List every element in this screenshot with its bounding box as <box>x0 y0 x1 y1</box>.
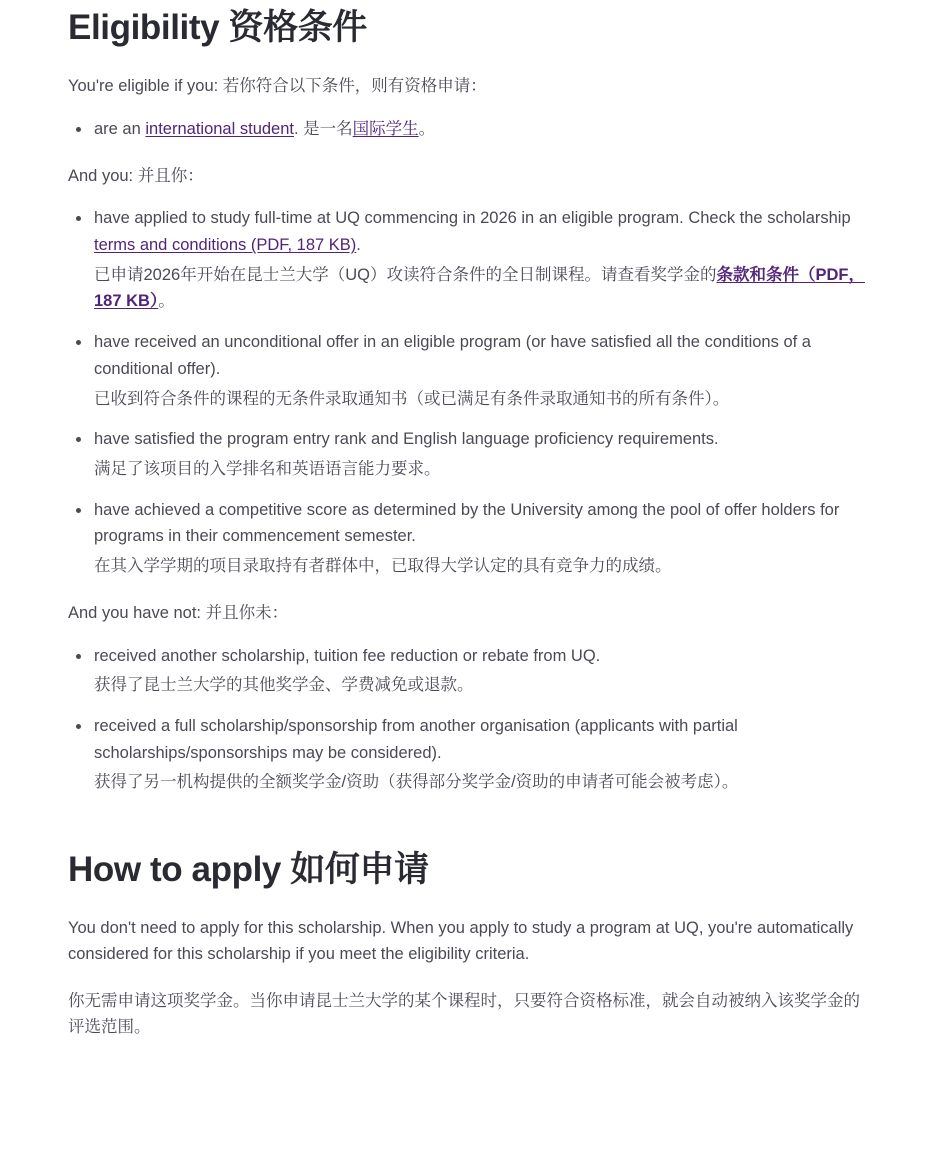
page-title-how-to-apply: How to apply 如何申请 <box>68 850 429 890</box>
international-student-link-cn[interactable]: 国际学生 <box>352 119 419 138</box>
international-student-link[interactable]: international student <box>145 119 294 138</box>
list-item <box>68 329 872 412</box>
list-item <box>68 205 872 315</box>
eligibility-and-you-have-not-heading: And you have not: 并且你未： <box>68 603 289 622</box>
list-item <box>68 497 872 580</box>
bullet-text-en-after: . 是一名 <box>293 119 353 138</box>
page-title-eligibility: Eligibility 资格条件 <box>68 8 367 47</box>
bullet-text-cn: 已收到符合条件的课程的无条件录取通知书（或已满足有条件录取通知书的所有条件）。 <box>94 389 730 408</box>
bullet-text-cn-after: 。 <box>158 292 175 311</box>
bullet-text-cn: 获得了昆士兰大学的其他奖学金、学费减免或退款。 <box>94 676 474 695</box>
bullet-text-cn-after: 。 <box>418 119 436 138</box>
bullet-text-en: have achieved a competitive score as determined by the University among the pool of offer holders for programs in their commencement semester. <box>94 500 840 546</box>
list-item <box>68 426 872 482</box>
bullet-text-cn: 获得了另一机构提供的全额奖学金/资助（获得部分奖学金/资助的申请者可能会被考虑）。 <box>94 773 739 792</box>
eligibility-and-you-heading: And you: 并且你： <box>68 166 204 185</box>
bullet-text-cn <box>94 262 872 315</box>
bullet-text-en: received a full scholarship/sponsorship from another organisation (applicants with partial scholarships/sponsorships may be considered). <box>94 717 738 762</box>
list-item <box>68 643 872 699</box>
bullet-text-en: received another scholarship, tuition fee reduction or rebate from UQ. <box>94 646 601 665</box>
eligibility-list-exclusions <box>68 643 872 797</box>
bullet-text-cn: 在其入学学期的项目录取持有者群体中，已取得大学认定的具有竞争力的成绩。 <box>94 557 672 576</box>
list-item <box>68 116 872 143</box>
terms-and-conditions-pdf-link[interactable]: terms and conditions (PDF, 187 KB) <box>94 235 357 254</box>
eligibility-list-basic <box>68 116 872 143</box>
bullet-text-en: have received an unconditional offer in an eligible program (or have satisfied all the conditions of a conditional offer). <box>94 333 811 378</box>
how-to-apply-paragraph-cn: 你无需申请这项奖学金。当你申请昆士兰大学的某个课程时，只要符合资格标准，就会自动被纳入该奖学金的评选范围。 <box>68 991 860 1037</box>
bullet-text-en-before: have applied to study full-time at UQ commencing in 2026 in an eligible program. Check the scholarship <box>94 209 851 228</box>
bullet-text-en-before: are an <box>94 119 146 138</box>
bullet-text-cn: 满足了该项目的入学排名和英语语言能力要求。 <box>94 460 441 478</box>
bullet-text-en: have satisfied the program entry rank and English language proficiency requirements. <box>94 430 719 449</box>
list-item <box>68 713 872 796</box>
eligibility-lead-text: You're eligible if you: 若你符合以下条件，则有资格申请： <box>68 77 487 96</box>
bullet-text-en-after: . <box>356 235 361 254</box>
eligibility-list-requirements <box>68 205 872 580</box>
terms-and-conditions-pdf-link-cn[interactable]: 条款和条件（PDF，187 KB） <box>94 265 865 311</box>
how-to-apply-paragraph-en: You don't need to apply for this scholarship. When you apply to study a program at UQ, you're automatically considered for this scholarship if you meet the eligibility criteria. <box>68 919 854 963</box>
bullet-text-cn-before: 已申请2026年开始在昆士兰大学（UQ）攻读符合条件的全日制课程。请查看奖学金的 <box>94 265 717 284</box>
